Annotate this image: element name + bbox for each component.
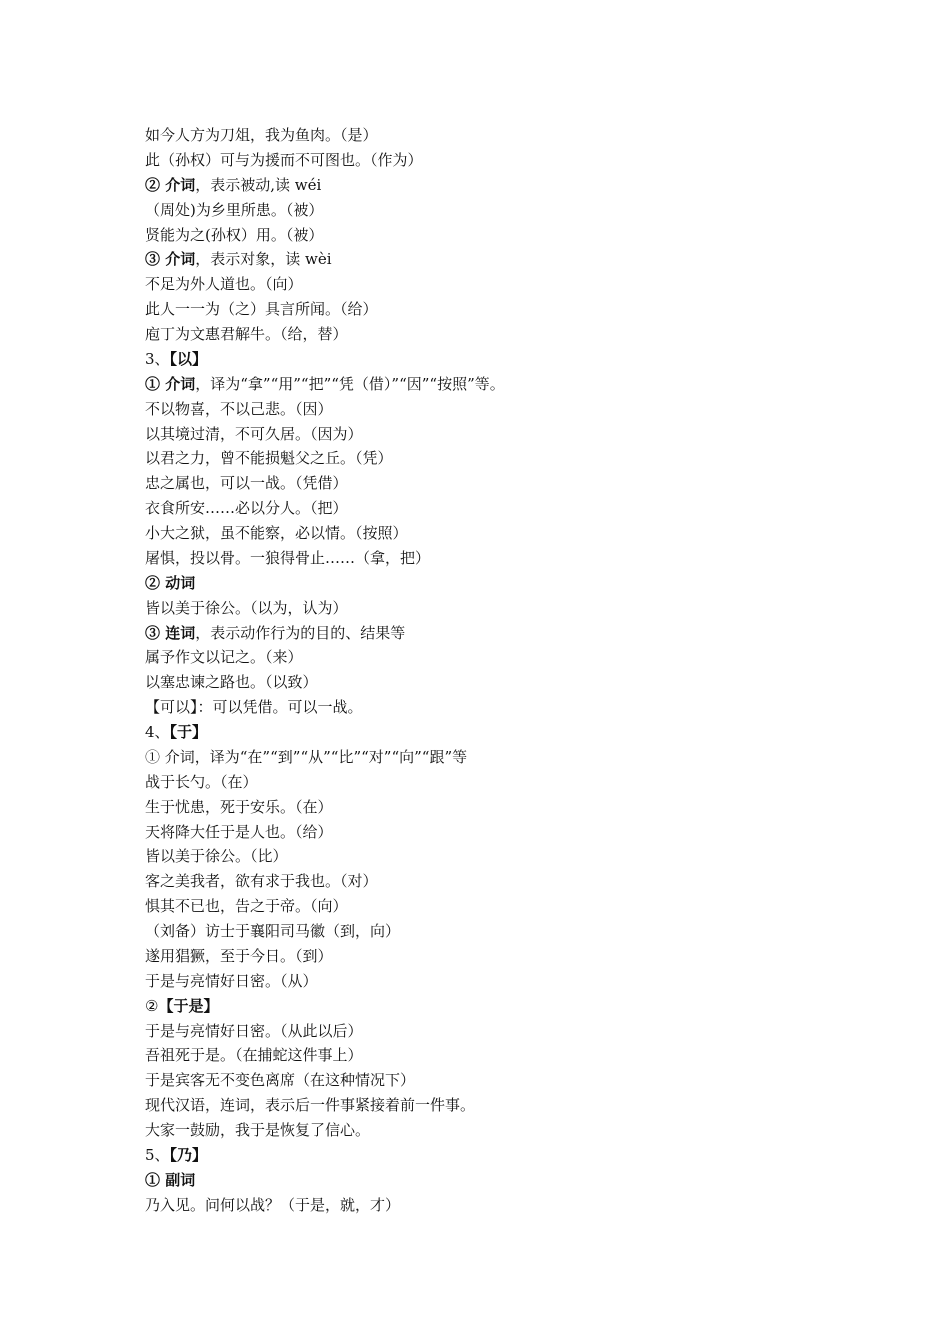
- text-line: 衣食所安……必以分人。（把）: [145, 499, 348, 518]
- section-heading: 4、【于】: [145, 723, 208, 741]
- text-line: （周处)为乡里所患。（被）: [145, 200, 324, 219]
- text-line: ③ 介词，表示对象，读 wèi: [145, 250, 332, 269]
- text-line: 以君之力，曾不能损魁父之丘。（凭）: [145, 449, 393, 468]
- text-line: 【可以】：可以凭借。可以一战。: [145, 698, 363, 717]
- text-line: 于是与亮情好日密。（从）: [145, 971, 318, 990]
- text-line: 不足为外人道也。（向）: [145, 275, 303, 294]
- document-page: [145, 123, 845, 1218]
- text-line: 此人一一为（之）具言所闻。（给）: [145, 300, 378, 319]
- text-line: 乃入见。问何以战？（于是，就，才）: [145, 1195, 401, 1214]
- text-line: 贤能为之(孙权）用。（被）: [145, 225, 324, 244]
- text-line: 以其境过清，不可久居。（因为）: [145, 424, 363, 443]
- text-line: ③ 连词，表示动作行为的目的、结果等: [145, 623, 406, 642]
- text-line: 以塞忠谏之路也。（以致）: [145, 673, 318, 692]
- section-heading: 3、【以】: [145, 349, 208, 368]
- text-line: 忠之属也，可以一战。（凭借）: [145, 474, 348, 493]
- section-heading: 5、【乃】: [145, 1145, 208, 1164]
- text-line: 于是宾客无不变色离席（在这种情况下）: [145, 1071, 416, 1090]
- text-line: 小大之狱，虽不能察，必以情。（按照）: [145, 524, 408, 542]
- text-line: 皆以美于徐公。（比）: [145, 847, 288, 866]
- text-line: 战于长勺。（在）: [145, 772, 258, 791]
- text-line: ② 介词，表示被动,读 wéi: [145, 175, 322, 194]
- text-line: 屠惧，投以骨。一狼得骨止……（拿，把）: [145, 548, 431, 567]
- text-line: ② 动词: [145, 573, 196, 592]
- text-line: 大家一鼓励，我于是恢复了信心。: [145, 1121, 371, 1139]
- text-line: ②【于是】: [145, 996, 219, 1015]
- text-line: 皆以美于徐公。（以为，认为）: [145, 598, 348, 617]
- text-line: 此（孙权）可与为援而不可图也。（作为）: [145, 150, 423, 169]
- text-line: 于是与亮情好日密。（从此以后）: [145, 1021, 363, 1040]
- text-line: ① 介词，译为“在”“到”“从”“比”“对”“向”“跟”等: [145, 747, 468, 766]
- text-line: 现代汉语，连词，表示后一件事紧接着前一件事。: [145, 1096, 476, 1115]
- text-line: 不以物喜，不以己悲。（因）: [145, 399, 333, 418]
- text-line: 惧其不已也，告之于帝。（向）: [145, 897, 348, 916]
- text-line: 客之美我者，欲有求于我也。（对）: [145, 872, 378, 891]
- text-line: 遂用猖獗，至于今日。（到）: [145, 946, 333, 965]
- text-line: 吾祖死于是。（在捕蛇这件事上）: [145, 1046, 363, 1065]
- text-line: 天将降大任于是人也。（给）: [145, 822, 333, 841]
- text-line: ① 介词，译为“拿”“用”“把”“凭（借）”“因”“按照”等。: [145, 374, 505, 393]
- text-line: （刘备）访士于襄阳司马徽（到，向）: [145, 922, 401, 940]
- text-line: 庖丁为文惠君解牛。（给，替）: [145, 325, 348, 343]
- text-line: 如今人方为刀俎，我为鱼肉。（是）: [145, 126, 378, 144]
- text-line: 生于忧患，死于安乐。（在）: [145, 797, 333, 816]
- text-line: 属予作文以记之。（来）: [145, 648, 303, 667]
- text-line: ① 副词: [145, 1170, 196, 1189]
